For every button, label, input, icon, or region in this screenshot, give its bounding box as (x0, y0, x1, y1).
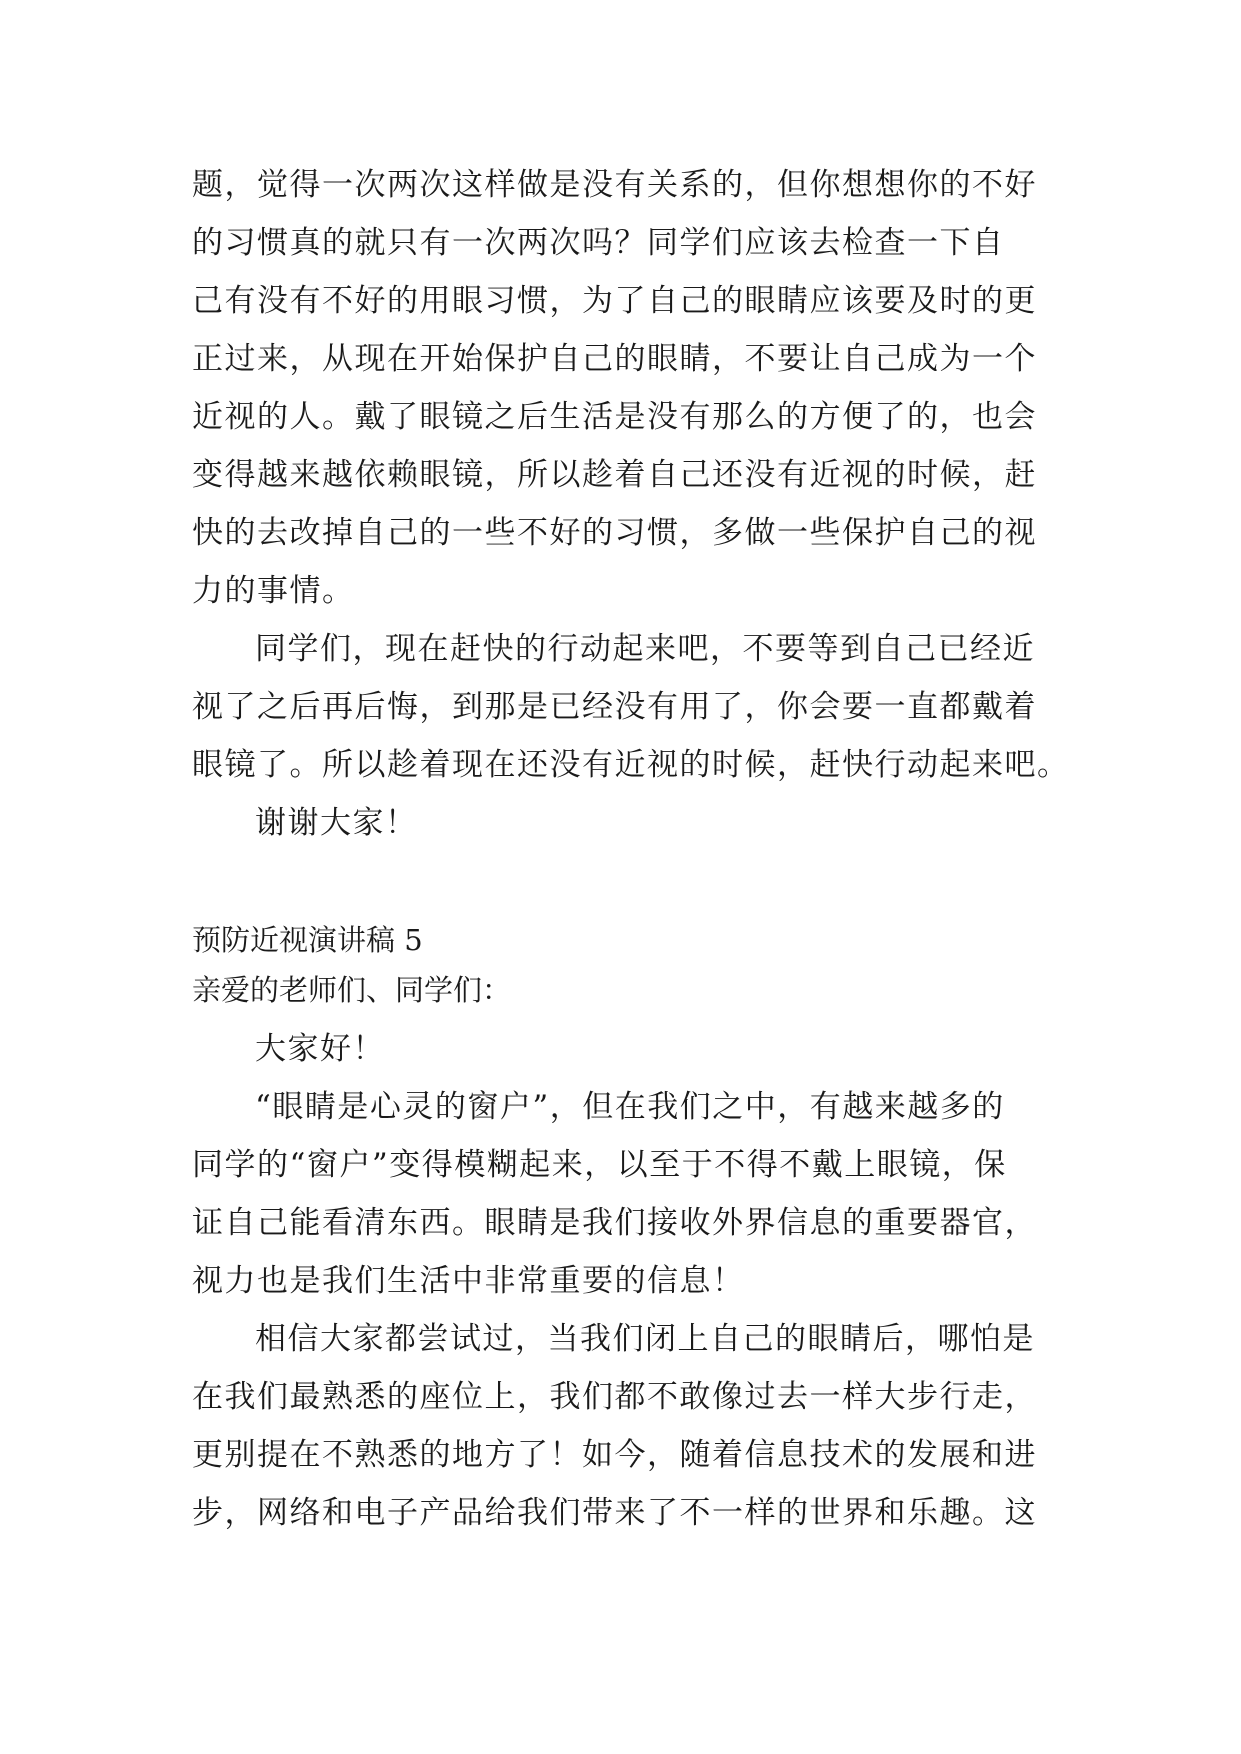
text-line: 在我们最熟悉的座位上，我们都不敢像过去一样大步行走， (192, 1379, 1037, 1415)
text-line: 正过来，从现在开始保护自己的眼睛，不要让自己成为一个 (192, 341, 1037, 377)
text-line: “眼睛是心灵的窗户”，但在我们之中，有越来越多的 (255, 1089, 1005, 1125)
text-line: 眼镜了。所以趁着现在还没有近视的时候，赶快行动起来吧。 (192, 747, 1070, 783)
greeting: 大家好！ (255, 1031, 385, 1067)
speech-5-header (192, 915, 1052, 1015)
text-line: 证自己能看清东西。眼睛是我们接收外界信息的重要器官， (192, 1205, 1037, 1241)
text-line: 力的事情。 (192, 573, 355, 609)
text-line: 更别提在不熟悉的地方了！如今，随着信息技术的发展和进 (192, 1437, 1037, 1473)
text-line: 视了之后再后悔，到那是已经没有用了，你会要一直都戴着 (192, 689, 1037, 725)
salutation: 亲爱的老师们、同学们： (192, 973, 512, 1007)
text-line: 变得越来越依赖眼镜，所以趁着自己还没有近视的时候，赶 (192, 457, 1037, 493)
paragraph-call-to-action (192, 620, 1070, 852)
text-line: 同学们，现在赶快的行动起来吧，不要等到自己已经近 (255, 631, 1035, 667)
text-line: 近视的人。戴了眼镜之后生活是没有那么的方便了的，也会 (192, 399, 1037, 435)
text-line: 视力也是我们生活中非常重要的信息！ (192, 1263, 745, 1299)
continued-paragraph (192, 156, 1052, 620)
text-line: 的习惯真的就只有一次两次吗？同学们应该去检查一下自 (192, 225, 1005, 261)
text-line: 己有没有不好的用眼习惯，为了自己的眼睛应该要及时的更 (192, 283, 1037, 319)
speech-5-body (192, 1020, 1052, 1542)
text-line: 快的去改掉自己的一些不好的习惯，多做一些保护自己的视 (192, 515, 1037, 551)
text-line: 同学的“窗户”变得模糊起来，以至于不得不戴上眼镜，保 (192, 1147, 1007, 1183)
speech-title: 预防近视演讲稿 5 (192, 923, 423, 957)
text-line: 题，觉得一次两次这样做是没有关系的，但你想想你的不好 (192, 167, 1037, 203)
closing-thanks: 谢谢大家！ (255, 805, 418, 841)
text-line: 步，网络和电子产品给我们带来了不一样的世界和乐趣。这 (192, 1495, 1037, 1531)
text-line: 相信大家都尝试过，当我们闭上自己的眼睛后，哪怕是 (255, 1321, 1035, 1357)
